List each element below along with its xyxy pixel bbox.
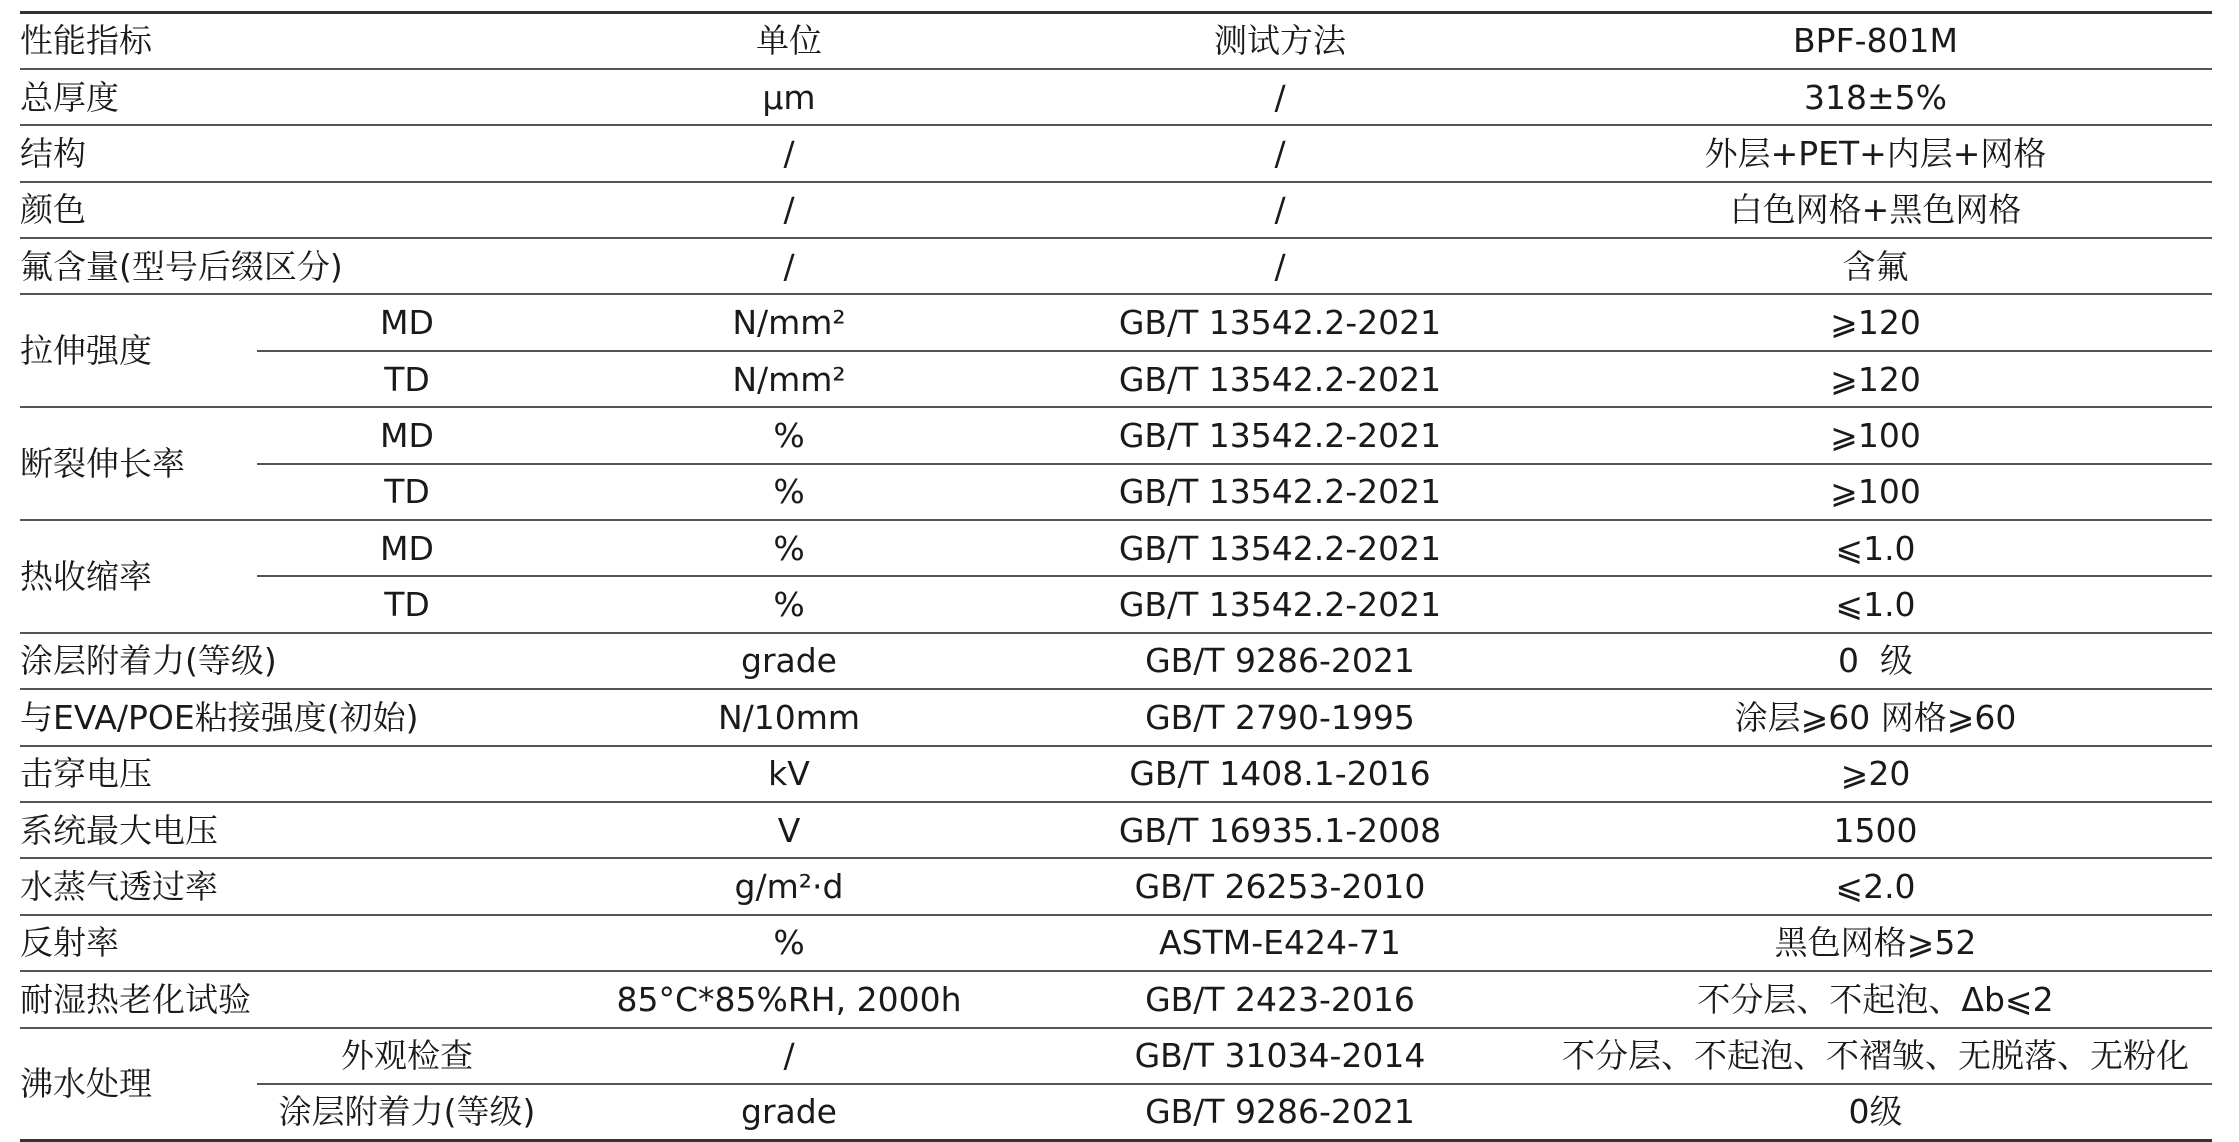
table-row xyxy=(20,520,2212,576)
row-unit: kV xyxy=(557,746,1021,802)
row-method: GB/T 13542.2-2021 xyxy=(1021,351,1539,407)
row-label: 颜色 xyxy=(20,182,557,238)
table-row xyxy=(20,351,2212,407)
row-label: 与EVA/POE粘接强度(初始) xyxy=(20,689,557,745)
row-unit: % xyxy=(557,576,1021,632)
row-method: GB/T 1408.1-2016 xyxy=(1021,746,1539,802)
direction-label: MD xyxy=(257,407,557,463)
header-row xyxy=(20,13,2212,69)
row-value: 外层+PET+内层+网格 xyxy=(1539,125,2212,181)
row-unit: % xyxy=(557,464,1021,520)
row-unit: N/mm² xyxy=(557,351,1021,407)
row-value: 318±5% xyxy=(1539,69,2212,125)
row-value: ⩾20 xyxy=(1539,746,2212,802)
direction-label: TD xyxy=(257,464,557,520)
sub-label: 外观检查 xyxy=(257,1028,557,1084)
row-value: ⩾100 xyxy=(1539,464,2212,520)
row-value: 0 级 xyxy=(1539,633,2212,689)
row-value: 白色网格+黑色网格 xyxy=(1539,182,2212,238)
row-label: 总厚度 xyxy=(20,69,557,125)
row-method: / xyxy=(1021,125,1539,181)
table-row xyxy=(20,407,2212,463)
row-method: / xyxy=(1021,238,1539,294)
row-label: 系统最大电压 xyxy=(20,802,557,858)
table-row xyxy=(20,69,2212,125)
row-value: 0级 xyxy=(1539,1084,2212,1140)
row-unit: % xyxy=(557,407,1021,463)
row-method: GB/T 16935.1-2008 xyxy=(1021,802,1539,858)
header-product: BPF-801M xyxy=(1539,13,2212,69)
row-label: 热收缩率 xyxy=(20,520,257,633)
row-label: 水蒸气透过率 xyxy=(20,858,557,914)
row-label: 拉伸强度 xyxy=(20,294,257,407)
row-value: ⩾120 xyxy=(1539,294,2212,350)
row-value: ⩽2.0 xyxy=(1539,858,2212,914)
row-unit: g/m²·d xyxy=(557,858,1021,914)
row-label: 沸水处理 xyxy=(20,1028,257,1141)
row-method: / xyxy=(1021,69,1539,125)
row-label: 击穿电压 xyxy=(20,746,557,802)
row-method: GB/T 2423-2016 xyxy=(1021,971,1539,1027)
row-method: GB/T 13542.2-2021 xyxy=(1021,407,1539,463)
row-value: 不分层、不起泡、不褶皱、无脱落、无粉化 xyxy=(1539,1028,2212,1084)
row-unit: / xyxy=(557,182,1021,238)
table-row xyxy=(20,1028,2212,1084)
row-label: 结构 xyxy=(20,125,557,181)
table-row xyxy=(20,746,2212,802)
row-method: ASTM-E424-71 xyxy=(1021,915,1539,971)
row-value: 涂层⩾60 网格⩾60 xyxy=(1539,689,2212,745)
direction-label: TD xyxy=(257,576,557,632)
row-value: ⩽1.0 xyxy=(1539,576,2212,632)
table-row xyxy=(20,576,2212,632)
row-unit: grade xyxy=(557,1084,1021,1140)
table-row xyxy=(20,294,2212,350)
table-row xyxy=(20,464,2212,520)
row-unit: N/mm² xyxy=(557,294,1021,350)
row-unit: % xyxy=(557,915,1021,971)
row-label: 涂层附着力(等级) xyxy=(20,633,557,689)
table-row xyxy=(20,689,2212,745)
spec-table xyxy=(20,11,2212,1142)
sub-label: 涂层附着力(等级) xyxy=(257,1084,557,1140)
row-unit: grade xyxy=(557,633,1021,689)
table-row xyxy=(20,802,2212,858)
table-row xyxy=(20,182,2212,238)
table-row xyxy=(20,858,2212,914)
row-method: GB/T 13542.2-2021 xyxy=(1021,520,1539,576)
table-row xyxy=(20,633,2212,689)
row-label: 耐湿热老化试验 xyxy=(20,971,557,1027)
row-unit: / xyxy=(557,238,1021,294)
row-value: ⩾120 xyxy=(1539,351,2212,407)
direction-label: MD xyxy=(257,520,557,576)
row-unit: / xyxy=(557,1028,1021,1084)
row-value: 含氟 xyxy=(1539,238,2212,294)
table-row xyxy=(20,125,2212,181)
row-value: ⩾100 xyxy=(1539,407,2212,463)
row-method: GB/T 13542.2-2021 xyxy=(1021,294,1539,350)
table-row xyxy=(20,238,2212,294)
row-unit: N/10mm xyxy=(557,689,1021,745)
header-unit: 单位 xyxy=(557,13,1021,69)
table-row xyxy=(20,971,2212,1027)
row-method: GB/T 31034-2014 xyxy=(1021,1028,1539,1084)
table-row xyxy=(20,915,2212,971)
table-row xyxy=(20,1084,2212,1140)
row-label: 断裂伸长率 xyxy=(20,407,257,520)
header-property: 性能指标 xyxy=(20,13,557,69)
row-label: 反射率 xyxy=(20,915,557,971)
row-method: GB/T 9286-2021 xyxy=(1021,1084,1539,1140)
header-method: 测试方法 xyxy=(1021,13,1539,69)
row-unit: % xyxy=(557,520,1021,576)
row-unit: / xyxy=(557,125,1021,181)
row-value: 不分层、不起泡、Δb⩽2 xyxy=(1539,971,2212,1027)
direction-label: TD xyxy=(257,351,557,407)
row-value: ⩽1.0 xyxy=(1539,520,2212,576)
row-method: GB/T 13542.2-2021 xyxy=(1021,576,1539,632)
row-method: GB/T 9286-2021 xyxy=(1021,633,1539,689)
row-method: GB/T 13542.2-2021 xyxy=(1021,464,1539,520)
row-unit: μm xyxy=(557,69,1021,125)
row-label: 氟含量(型号后缀区分) xyxy=(20,238,557,294)
row-method: / xyxy=(1021,182,1539,238)
row-unit: 85°C*85%RH, 2000h xyxy=(557,971,1021,1027)
row-value: 黑色网格⩾52 xyxy=(1539,915,2212,971)
row-method: GB/T 2790-1995 xyxy=(1021,689,1539,745)
row-unit: V xyxy=(557,802,1021,858)
direction-label: MD xyxy=(257,294,557,350)
row-value: 1500 xyxy=(1539,802,2212,858)
row-method: GB/T 26253-2010 xyxy=(1021,858,1539,914)
